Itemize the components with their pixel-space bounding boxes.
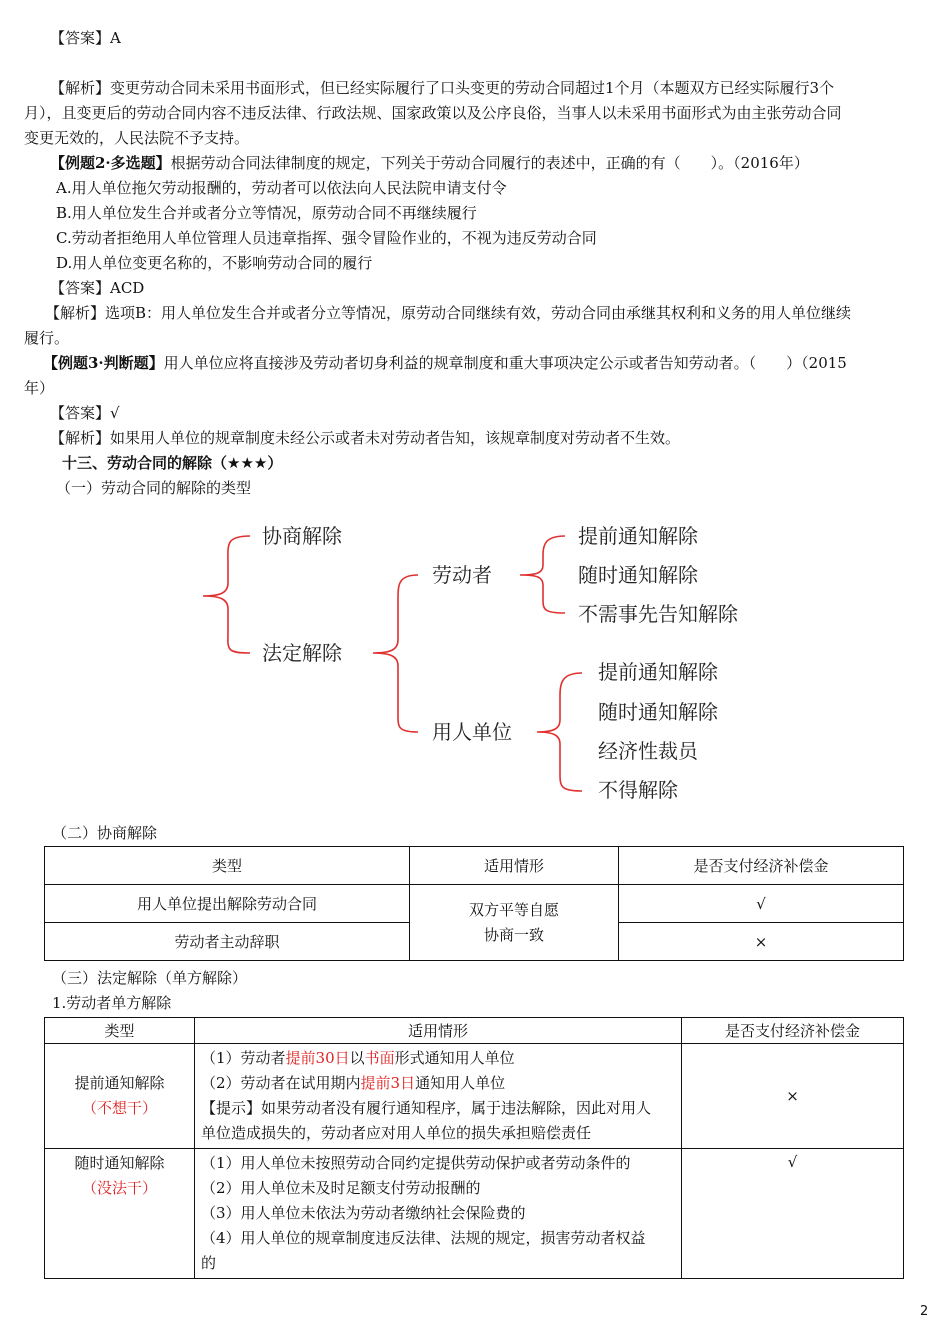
t2-row2-pay: √ — [682, 1149, 904, 1279]
brace-laodongzhe — [520, 536, 565, 613]
example-3-label: 【例题3·判断题】 — [43, 354, 164, 372]
t2-row2-item4-line2: 的 — [201, 1254, 217, 1272]
analysis-2-line2: 履行。 — [24, 329, 70, 347]
yr-item-2: 随时通知解除 — [598, 700, 718, 724]
option-b: B.用人单位发生合并或者分立等情况，原劳动合同不再继续履行 — [56, 204, 477, 222]
brace-yongren — [537, 673, 582, 791]
t2-row1-situation — [195, 1044, 682, 1149]
t2-r1-s2a: （2）劳动者在试用期内 — [201, 1074, 361, 1092]
t2-row1-type-cell — [45, 1044, 195, 1149]
option-d: D.用人单位变更名称的，不影响劳动合同的履行 — [56, 254, 373, 272]
node-fading: 法定解除 — [262, 641, 342, 665]
answer-2: 【答案】ACD — [50, 279, 145, 297]
t1-row1-type: 用人单位提出解除劳动合同 — [45, 885, 410, 923]
t1-situation-line2: 协商一致 — [483, 925, 544, 944]
answer-1: 【答案】A — [50, 29, 121, 47]
t2-row1-type: 提前通知解除 — [74, 1074, 165, 1092]
t2-row1-note: （不想干） — [81, 1099, 157, 1117]
example-2-stem — [50, 152, 809, 174]
t2-r1-s2c: 通知用人单位 — [415, 1074, 506, 1092]
section-13-title: 十三、劳动合同的解除（★★★） — [62, 454, 283, 472]
brace-main — [203, 536, 250, 653]
t2-header-situation: 适用情形 — [195, 1018, 682, 1044]
analysis-2-line1: 【解析】选项B：用人单位发生合并或者分立等情况，原劳动合同继续有效，劳动合同由承继其权利和义务的用人单位继续 — [45, 304, 852, 322]
t1-row2-type: 劳动者主动辞职 — [45, 923, 410, 961]
t2-row2-item2: （2）用人单位未及时足额支付劳动报酬的 — [201, 1179, 481, 1197]
subsection-2-title: （二）协商解除 — [52, 824, 158, 842]
yr-item-1: 提前通知解除 — [598, 660, 718, 684]
example-3-stem — [43, 352, 847, 374]
t2-row2-item4-line1: （4）用人单位的规章制度违反法律、法规的规定，损害劳动者权益 — [201, 1229, 646, 1247]
yr-item-3: 经济性裁员 — [598, 739, 698, 763]
example-3-year: 年） — [24, 379, 55, 397]
subsection-1-title: （一）劳动合同的解除的类型 — [56, 479, 252, 497]
node-xieshang: 协商解除 — [262, 524, 342, 548]
subsection-3-1-title: 1.劳动者单方解除 — [52, 994, 172, 1012]
example-3-question: 用人单位应将直接涉及劳动者切身利益的规章制度和重大事项决定公示或者告知劳动者。（ ）（2015 — [163, 354, 847, 372]
example-2-question: 根据劳动合同法律制度的规定，下列关于劳动合同履行的表述中，正确的有（ ）。（2016年） — [170, 154, 809, 172]
ldz-item-1: 提前通知解除 — [578, 524, 698, 548]
analysis-3: 【解析】如果用人单位的规章制度未经公示或者未对劳动者告知，该规章制度对劳动者不生效。 — [50, 429, 681, 447]
analysis-1-line2: 月），且变更后的劳动合同内容不违反法律、行政法规、国家政策以及公序良俗，当事人以未采用书面形式为由主张劳动合同 — [24, 104, 842, 122]
t1-row1-pay: √ — [619, 885, 904, 923]
yr-item-4: 不得解除 — [598, 778, 678, 802]
t2-r1-s1b: 提前30日 — [285, 1049, 350, 1067]
t2-r1-s1d: 书面 — [364, 1049, 395, 1067]
t2-r1-s2b: 提前3日 — [360, 1074, 416, 1092]
analysis-1-line3: 变更无效的，人民法院不予支持。 — [24, 129, 250, 147]
ldz-item-3: 不需事先告知解除 — [578, 602, 738, 626]
table-mutual-termination — [44, 846, 904, 961]
diagram-braces — [203, 536, 582, 791]
option-a: A.用人单位拖欠劳动报酬的，劳动者可以依法向人民法院申请支付令 — [56, 179, 507, 197]
termination-types-diagram — [0, 505, 950, 810]
t2-row2-note: （没法干） — [81, 1179, 157, 1197]
node-laodongzhe: 劳动者 — [432, 563, 492, 587]
t2-row1-item2 — [201, 1071, 675, 1096]
t1-header-type: 类型 — [45, 847, 410, 885]
t2-row1-tip-line2: 单位造成损失的，劳动者应对用人单位的损失承担赔偿责任 — [201, 1124, 592, 1142]
t2-row1-item1 — [201, 1046, 675, 1071]
t2-row1-tip-line1: 【提示】如果劳动者没有履行通知程序，属于违法解除，因此对用人 — [201, 1099, 652, 1117]
t1-situation — [410, 885, 619, 961]
t2-header-type: 类型 — [45, 1018, 195, 1044]
example-2-label: 【例题2·多选题】 — [50, 154, 171, 172]
t2-r1-s1e: 形式通知用人单位 — [394, 1049, 515, 1067]
brace-statutory — [373, 575, 418, 732]
t1-header-pay: 是否支付经济补偿金 — [619, 847, 904, 885]
t2-row2-situation — [195, 1149, 682, 1279]
t2-row1-pay: × — [682, 1044, 904, 1149]
t2-row2-item1: （1）用人单位未按照劳动合同约定提供劳动保护或者劳动条件的 — [201, 1154, 631, 1172]
t1-header-situation: 适用情形 — [410, 847, 619, 885]
ldz-item-2: 随时通知解除 — [578, 563, 698, 587]
analysis-1-line1: 【解析】变更劳动合同未采用书面形式，但已经实际履行了口头变更的劳动合同超过1个月（本题双方已经实际履行3个 — [50, 79, 835, 97]
t2-row2-type-cell — [45, 1149, 195, 1279]
t2-header-pay: 是否支付经济补偿金 — [682, 1018, 904, 1044]
t2-row2-item3: （3）用人单位未依法为劳动者缴纳社会保险费的 — [201, 1204, 526, 1222]
t2-row2-type: 随时通知解除 — [74, 1154, 165, 1172]
t1-situation-line1: 双方平等自愿 — [468, 900, 559, 919]
subsection-3-title: （三）法定解除（单方解除） — [52, 969, 248, 987]
page-number: 2 — [920, 1304, 929, 1319]
option-c: C.劳动者拒绝用人单位管理人员违章指挥、强令冒险作业的，不视为违反劳动合同 — [56, 229, 597, 247]
t1-row2-pay: × — [619, 923, 904, 961]
t2-r1-s1c: 以 — [349, 1049, 365, 1067]
t2-r1-s1a: （1）劳动者 — [201, 1049, 286, 1067]
answer-3: 【答案】√ — [50, 404, 120, 422]
table-employee-termination — [44, 1017, 904, 1279]
node-yongren: 用人单位 — [432, 720, 512, 744]
